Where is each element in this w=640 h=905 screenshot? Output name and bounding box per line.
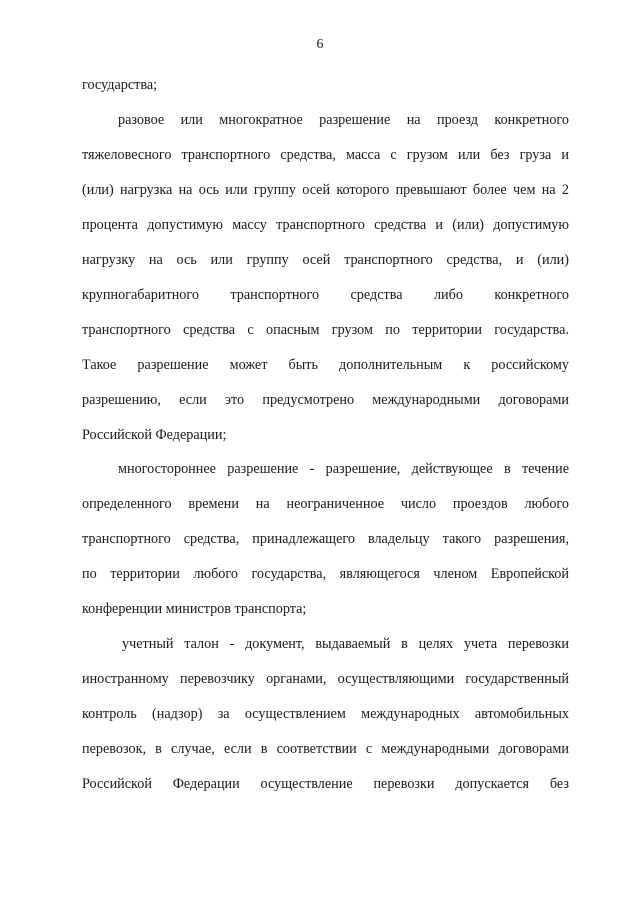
text-line: по территории любого государства, являющегося членом Европейской (82, 566, 569, 582)
text-line: нагрузку на ось или группу осей транспортного средства, и (или) (82, 252, 569, 268)
text-line: процента допустимую массу транспортного средства и (или) допустимую (82, 217, 569, 233)
text-line: перевозок, в случае, если в соответствии с международными договорами (82, 741, 569, 757)
text-line: крупногабаритного транспортного средства либо конкретного (82, 287, 569, 303)
text-line: многостороннее разрешение - разрешение, действующее в течение (118, 461, 569, 477)
text-line: контроль (надзор) за осуществлением международных автомобильных (82, 706, 569, 722)
text-line: (или) нагрузка на ось или группу осей которого превышают более чем на 2 (82, 182, 569, 198)
text-line: транспортного средства, принадлежащего владельцу такого разрешения, (82, 531, 569, 547)
text-line: Российской Федерации; (82, 427, 227, 443)
text-line: разрешению, если это предусмотрено международными договорами (82, 392, 569, 408)
text-line: учетный талон - документ, выдаваемый в целях учета перевозки (122, 636, 569, 652)
text-line: тяжеловесного транспортного средства, масса с грузом или без груза и (82, 147, 569, 163)
text-line: иностранному перевозчику органами, осуществляющими государственный (82, 671, 569, 687)
text-line: конференции министров транспорта; (82, 601, 307, 617)
text-line: разовое или многократное разрешение на проезд конкретного (118, 112, 569, 128)
text-line: определенного времени на неограниченное число проездов любого (82, 496, 569, 512)
text-line: Российской Федерации осуществление перевозки допускается без (82, 776, 569, 792)
text-line: Такое разрешение может быть дополнительным к российскому (82, 357, 569, 373)
text-line: транспортного средства с опасным грузом по территории государства. (82, 322, 569, 338)
page-number: 6 (316, 37, 324, 52)
text-line: государства; (82, 77, 158, 93)
